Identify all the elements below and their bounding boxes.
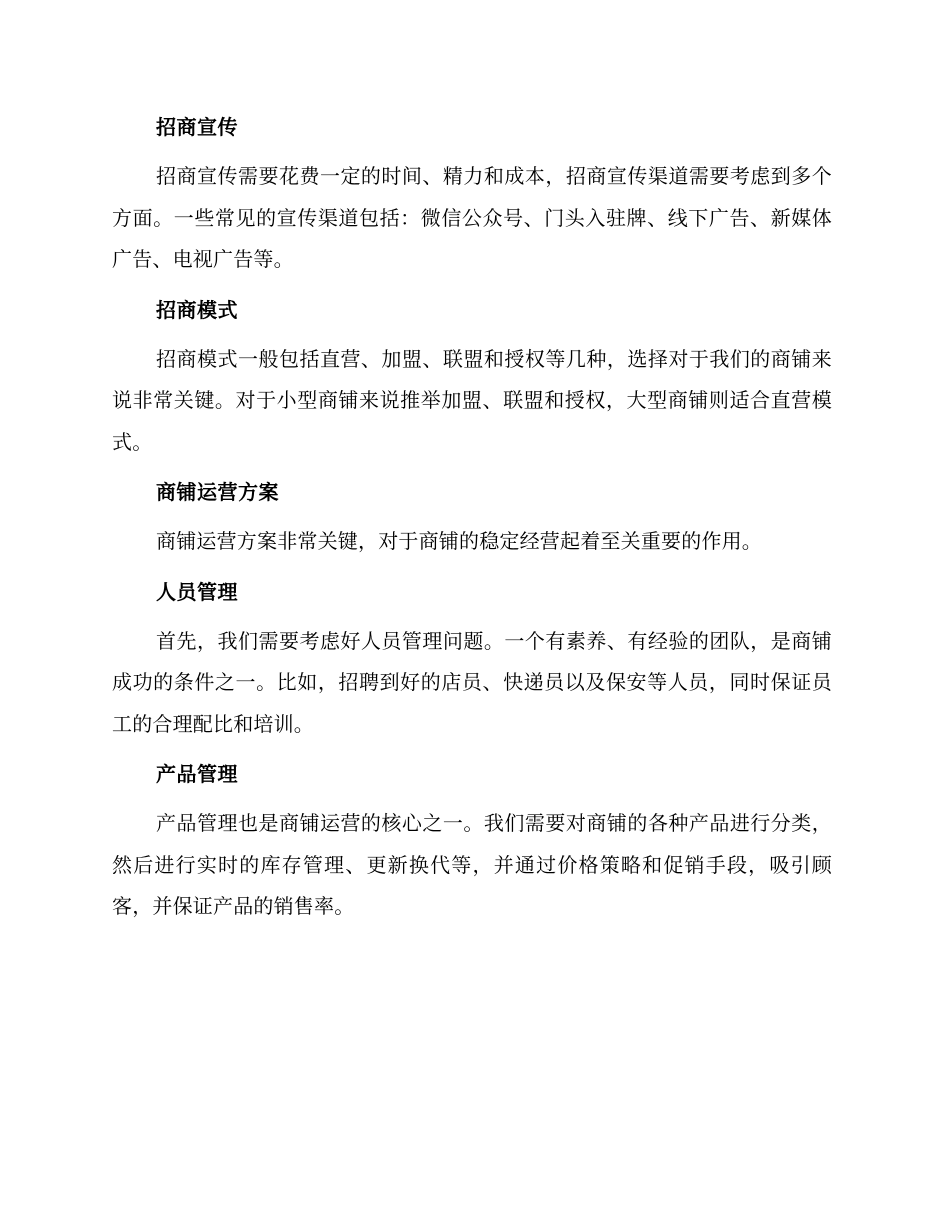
section-heading-promotion: 招商宣传 — [156, 115, 238, 139]
section-body-promotion: 招商宣传需要花费一定的时间、精力和成本，招商宣传渠道需要考虑到多个方面。一些常见的宣传渠道包括：微信公众号、门头入驻牌、线下广告、新媒体广告、电视广告等。 — [112, 164, 832, 271]
section-body-operation-plan: 商铺运营方案非常关键，对于商铺的稳定经营起着至关重要的作用。 — [156, 529, 762, 553]
section-body-product-management: 产品管理也是商铺运营的核心之一。我们需要对商铺的各种产品进行分类，然后进行实时的库存管理、更新换代等，并通过价格策略和促销手段，吸引顾客，并保证产品的销售率。 — [112, 811, 832, 918]
document-page — [112, 108, 832, 938]
section-body-investment-model: 招商模式一般包括直营、加盟、联盟和授权等几种，选择对于我们的商铺来说非常关键。对于小型商铺来说推举加盟、联盟和授权，大型商铺则适合直营模式。 — [112, 346, 832, 454]
section-heading-product-management: 产品管理 — [156, 762, 238, 786]
section-heading-investment-model: 招商模式 — [156, 297, 238, 322]
section-body-staff-management: 首先，我们需要考虑好人员管理问题。一个有素养、有经验的团队，是商铺成功的条件之一。比如，招聘到好的店员、快递员以及保安等人员，同时保证员工的合理配比和培训。 — [112, 628, 832, 736]
section-heading-staff-management: 人员管理 — [156, 579, 238, 604]
section-heading-operation-plan: 商铺运营方案 — [156, 480, 279, 504]
